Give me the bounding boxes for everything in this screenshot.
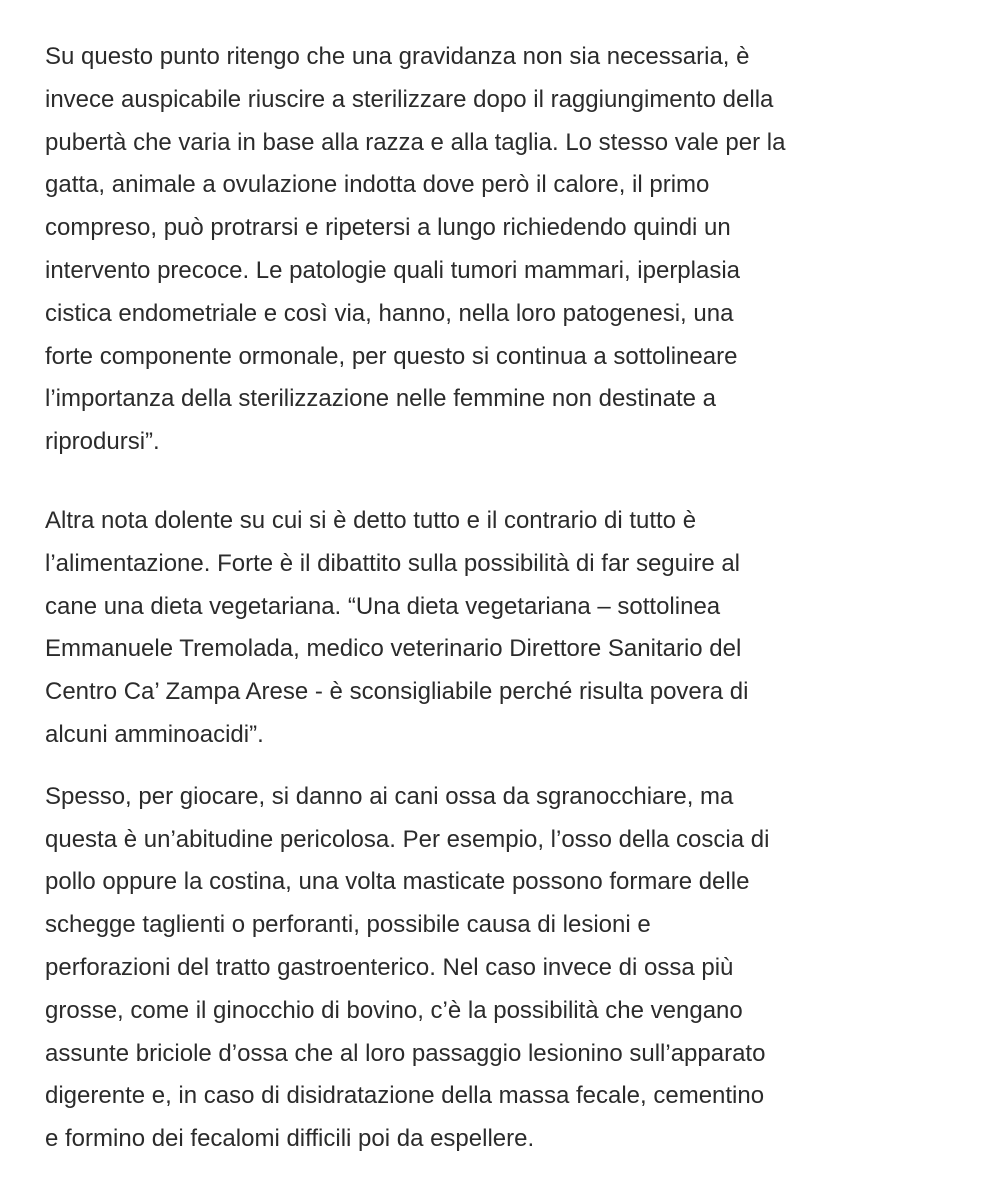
text-line: questa è un’abitudine pericolosa. Per esempio, l’osso della coscia di	[45, 825, 770, 853]
text-line: gatta, animale a ovulazione indotta dove però il calore, il primo	[45, 171, 710, 199]
text-line: pollo oppure la costina, una volta masticate possono formare delle	[45, 868, 750, 896]
paragraph-diet	[45, 500, 945, 757]
text-line: forte componente ormonale, per questo si continua a sottolineare	[45, 342, 738, 370]
text-line: Altra nota dolente su cui si è detto tutto e il contrario di tutto è	[45, 506, 697, 534]
text-line: compreso, può protrarsi e ripetersi a lungo richiedendo quindi un	[45, 214, 731, 242]
text-line: l’importanza della sterilizzazione nelle femmine non destinate a	[45, 385, 717, 413]
text-line: l’alimentazione. Forte è il dibattito sulla possibilità di far seguire al	[45, 549, 741, 577]
text-line: riprodursi”.	[45, 428, 160, 456]
text-line: assunte briciole d’ossa che al loro passaggio lesionino sull’apparato	[45, 1039, 766, 1067]
text-line: grosse, come il ginocchio di bovino, c’è la possibilità che vengano	[45, 996, 743, 1024]
text-line: e formino dei fecalomi difficili poi da espellere.	[45, 1125, 535, 1153]
text-line: invece auspicabile riuscire a sterilizzare dopo il raggiungimento della	[45, 85, 774, 113]
text-line: schegge taglienti o perforanti, possibile causa di lesioni e	[45, 911, 651, 939]
text-line: Centro Ca’ Zampa Arese - è sconsigliabile perché risulta povera di	[45, 678, 749, 706]
text-line: alcuni amminoacidi”.	[45, 720, 264, 748]
text-line: digerente e, in caso di disidratazione della massa fecale, cementino	[45, 1082, 765, 1110]
text-line: Spesso, per giocare, si danno ai cani ossa da sgranocchiare, ma	[45, 782, 734, 810]
paragraph-sterilization	[45, 36, 945, 464]
text-line: intervento precoce. Le patologie quali tumori mammari, iperplasia	[45, 256, 741, 284]
text-line: Su questo punto ritengo che una gravidanza non sia necessaria, è	[45, 43, 750, 70]
text-line: cane una dieta vegetariana. “Una dieta vegetariana – sottolinea	[45, 592, 721, 620]
paragraph-bones	[45, 776, 945, 1161]
article-body	[45, 36, 945, 1161]
text-line: perforazioni del tratto gastroenterico. Nel caso invece di ossa più	[45, 953, 734, 981]
text-line: cistica endometriale e così via, hanno, nella loro patogenesi, una	[45, 299, 734, 327]
text-line: pubertà che varia in base alla razza e alla taglia. Lo stesso vale per la	[45, 128, 786, 156]
text-line: Emmanuele Tremolada, medico veterinario Direttore Sanitario del	[45, 635, 742, 663]
